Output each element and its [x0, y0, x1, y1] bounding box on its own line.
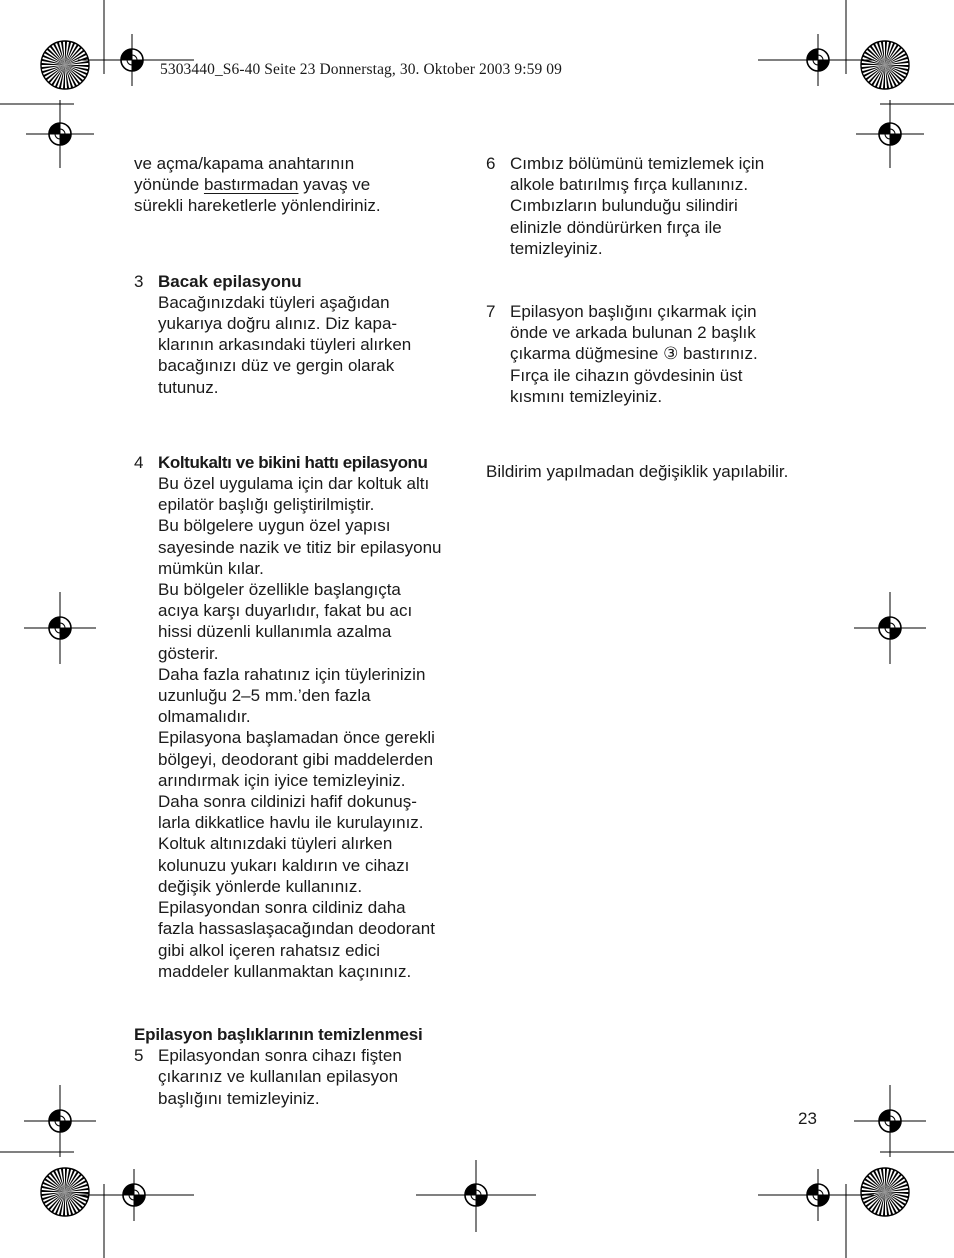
text-line: kolunuzu yukarı kaldırın ve cihazı	[158, 855, 410, 875]
text-line: mümkün kılar.	[158, 558, 264, 578]
text-line: fazla hassaslaşacağından deodorant	[158, 919, 435, 939]
text-line: larla dikkatlice havlu ile kurulayınız.	[158, 813, 424, 833]
text-line: Epilasyondan sonra cihazı fişten	[158, 1046, 402, 1066]
color-starburst-icon	[861, 1168, 909, 1216]
step-number: 6	[486, 154, 496, 173]
text-line: klarının arkasındaki tüyleri alırken	[158, 335, 412, 355]
text-line: maddeler kullanmaktan kaçınınız.	[158, 961, 412, 981]
text-line: yukarıya doğru alınız. Diz kapa-	[158, 314, 398, 334]
right-column	[486, 153, 826, 482]
registration-target-icon	[24, 592, 96, 664]
text-line: alkole batırılmış fırça kullanınız.	[510, 175, 749, 195]
text-line: olmamalıdır.	[158, 707, 251, 727]
intro-paragraph	[134, 153, 474, 217]
text-line: sayesinde nazik ve titiz bir epilasyonu	[158, 537, 442, 557]
registration-target-icon	[24, 1085, 96, 1157]
text-line: arındırmak için iyice temizleyiniz.	[158, 770, 406, 790]
text-line: epilatör başlığı geliştirilmiştir.	[158, 495, 375, 515]
step-number: 3	[134, 271, 144, 291]
registration-target-icon	[854, 1085, 926, 1157]
page-number: 23	[798, 1109, 817, 1128]
text-line: Koltuk altınızdaki tüyleri alırken	[158, 834, 393, 854]
color-starburst-icon	[41, 41, 89, 89]
text-line: hissi düzenli kullanımla azalma	[158, 622, 392, 642]
text-line: gösterir.	[158, 643, 219, 663]
step-number: 5	[134, 1046, 144, 1066]
left-column	[134, 153, 474, 1109]
text-line: sürekli hareketlerle yönlendiriniz.	[134, 196, 381, 216]
step-body	[158, 473, 474, 982]
text-line: önde ve arkada bulunan 2 başlık	[510, 323, 756, 343]
step-title: Bacak epilasyonu	[158, 271, 302, 291]
text-line: çıkarınız ve kullanılan epilasyon	[158, 1067, 399, 1087]
text-line: Cımbız bölümünü temizlemek için	[510, 154, 765, 173]
step-body	[510, 301, 826, 407]
text-line: yönünde bastırmadan yavaş ve	[134, 175, 371, 195]
text-line: kısmını temizleyiniz.	[510, 386, 663, 406]
text-line: Cımbızların bulunduğu silindiri	[510, 196, 738, 216]
section-heading: Epilasyon başlıklarının temizlenmesi	[134, 1024, 423, 1044]
step-3-leg-epilation	[134, 271, 474, 398]
text-line: değişik yönlerde kullanınız.	[158, 876, 363, 896]
text-line: Daha sonra cildinizi hafif dokunuş-	[158, 792, 417, 812]
text-line: Epilasyon başlığını çıkarmak için	[510, 302, 757, 322]
step-5	[134, 1045, 474, 1109]
text-line: uzunluğu 2–5 mm.’den fazla	[158, 686, 371, 706]
text-line: Bu bölgelere uygun özel yapısı	[158, 516, 391, 536]
step-title: Koltukaltı ve bikini hattı epilasyonu	[158, 452, 428, 472]
text-line: Daha fazla rahatınız için tüylerinizin	[158, 664, 426, 684]
cleaning-section	[134, 1024, 474, 1109]
step-body	[510, 153, 826, 259]
text-line: ve açma/kapama anahtarının	[134, 154, 355, 173]
text-line: Fırça ile cihazın gövdesinin üst	[510, 365, 743, 385]
registration-target-icon	[854, 592, 926, 664]
registration-target-icon	[26, 100, 94, 168]
text-line: Bu bölgeler özellikle başlangıçta	[158, 580, 401, 600]
change-notice	[486, 461, 826, 482]
step-number: 7	[486, 302, 496, 322]
text-line: bölgeyi, deodorant gibi maddelerden	[158, 749, 434, 769]
color-starburst-icon	[861, 41, 909, 89]
step-body	[158, 292, 474, 398]
step-number: 4	[134, 452, 144, 472]
text-line: Epilasyondan sonra cildiniz daha	[158, 898, 406, 918]
text-line: temizleyiniz.	[510, 238, 603, 258]
text-line: acıya karşı duyarlıdır, fakat bu acı	[158, 601, 413, 621]
text-line: Bu özel uygulama için dar koltuk altı	[158, 474, 430, 494]
step-6	[486, 153, 826, 259]
text-line: bacağınızı düz ve gergin olarak	[158, 356, 395, 376]
notice-text: Bildirim yapılmadan değişiklik yapılabilir.	[486, 462, 789, 482]
text-line: gibi alkol içeren rahatsız edici	[158, 940, 381, 960]
text-line: çıkarma düğmesine ③ bastırınız.	[510, 344, 758, 364]
emphasis-underline: bastırmadan	[203, 175, 299, 195]
text-line: başlığını temizleyiniz.	[158, 1088, 320, 1108]
step-7	[486, 301, 826, 407]
text-line: tutunuz.	[158, 377, 219, 397]
step-4-underarm-bikini	[134, 452, 474, 982]
color-starburst-icon	[41, 1168, 89, 1216]
registration-target-icon	[856, 100, 924, 168]
text-line: Bacağınızdaki tüyleri aşağıdan	[158, 292, 390, 312]
text-line: Epilasyona başlamadan önce gerekli	[158, 728, 435, 748]
print-imprint-header: 5303440_S6-40 Seite 23 Donnerstag, 30. Oktober 2003 9:59 09	[160, 61, 562, 78]
step-body	[158, 1045, 474, 1109]
text-line: elinizle döndürürken fırça ile	[510, 217, 722, 237]
